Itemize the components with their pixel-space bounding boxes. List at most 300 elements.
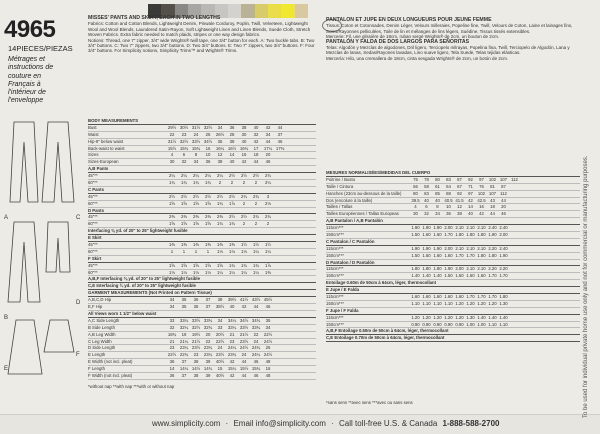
- table-cell: 32¾: [203, 324, 213, 330]
- table-row: [88, 297, 316, 304]
- table-cell: 42: [229, 372, 235, 378]
- table-cell: 1.50: [411, 252, 420, 258]
- table-cell: 1.90: [411, 225, 420, 231]
- row-label: 150cm***: [326, 273, 344, 279]
- table-cell: 17: [253, 145, 259, 151]
- table-cell: 1.60: [433, 232, 442, 238]
- table-row: [88, 208, 316, 215]
- email-link[interactable]: Email info@simplicity.com: [233, 419, 326, 428]
- table-cell: 38: [457, 211, 462, 217]
- table-row: [88, 180, 316, 187]
- table-cell: 1.40: [499, 314, 508, 320]
- table-cell: 1⅝: [205, 200, 211, 206]
- table-cell: 30: [413, 211, 418, 217]
- english-size-chart: [88, 118, 316, 380]
- table-cell: 40: [424, 197, 429, 203]
- table-cell: 87: [501, 183, 506, 189]
- table-cell: 1.00: [466, 321, 475, 327]
- table-row: [88, 325, 316, 332]
- table-cell: 24¼: [251, 352, 261, 358]
- metric-footnote: *sans sens **avec sens ***avec ou sans sens: [326, 400, 413, 405]
- table-cell: 45½: [263, 297, 273, 303]
- table-cell: 1.60: [422, 294, 431, 300]
- table-cell: 36: [446, 211, 451, 217]
- table-cell: 2⅛: [265, 200, 271, 206]
- table-cell: 22½: [263, 331, 273, 337]
- table-cell: 1.80: [455, 232, 464, 238]
- row-label: 60"**: [88, 248, 98, 254]
- table-cell: 42: [479, 211, 484, 217]
- table-cell: 1⅛: [241, 248, 247, 254]
- table-row: [88, 352, 316, 359]
- table-cell: 23½: [215, 352, 225, 358]
- table-cell: 14¼: [179, 366, 189, 372]
- table-row: [326, 322, 580, 329]
- table-cell: 102: [488, 176, 497, 182]
- table-cell: 2¼: [193, 173, 199, 179]
- table-cell: 42.5: [477, 197, 486, 203]
- table-cell: 1.80: [411, 266, 420, 272]
- table-cell: 2½: [229, 214, 235, 220]
- table-cell: 1: [194, 248, 198, 254]
- french-title: PANTALON ET JUPE EN DEUX LONGUEURS POUR JEUNE FEMME: [326, 17, 492, 23]
- table-cell: 36: [217, 138, 223, 144]
- row-label: 45"**: [88, 173, 98, 179]
- table-row: [88, 276, 316, 283]
- table-row: [88, 311, 316, 318]
- table-cell: 33¾: [203, 317, 213, 323]
- table-cell: 1¾: [217, 200, 223, 206]
- table-cell: 2.10: [466, 225, 475, 231]
- table-cell: 44: [501, 197, 506, 203]
- table-row: [326, 266, 580, 273]
- row-label: Taille / Cintura: [326, 183, 354, 189]
- table-cell: 1.50: [411, 232, 420, 238]
- table-cell: 87: [457, 176, 462, 182]
- table-cell: 2.20: [488, 266, 497, 272]
- table-cell: 2: [266, 221, 270, 227]
- table-cell: 102: [477, 190, 486, 196]
- table-cell: 1.20: [466, 300, 475, 306]
- table-cell: 2½: [229, 193, 235, 199]
- table-cell: 2¾: [253, 193, 259, 199]
- table-cell: 15¾: [179, 145, 189, 151]
- view-d-pants-drawing: [46, 222, 70, 272]
- table-cell: 31½: [191, 124, 201, 130]
- table-cell: 1.60: [444, 252, 453, 258]
- table-row: [326, 335, 580, 342]
- table-cell: 1.40: [411, 273, 420, 279]
- table-cell: 36: [205, 159, 211, 165]
- table-cell: 2.10: [477, 245, 486, 251]
- table-cell: 36: [193, 297, 199, 303]
- row-label: A,B Pants: [88, 166, 109, 172]
- table-cell: 12: [217, 152, 223, 158]
- table-cell: 3: [266, 193, 270, 199]
- table-cell: 107: [499, 176, 508, 182]
- table-cell: 15¾: [191, 145, 201, 151]
- call-label: Call toll-free U.S. & Canada: [339, 419, 438, 428]
- table-cell: 44: [490, 211, 495, 217]
- french-fabrics: Tissus: Coton et Cotonnades, Denim Léger, Velours milleraies, Popeline fine, Twill, Velours de Coton, Laine et lainages fins, Soies/Rayonnes pelliculées, Toile de lin et mélanges de lins légers, Suédine, Tissus tissés extensibles.: [326, 23, 573, 34]
- table-cell: 2½: [229, 173, 235, 179]
- table-row: [326, 308, 580, 315]
- table-cell: 1⅜: [217, 242, 223, 248]
- table-cell: 23: [193, 352, 199, 358]
- table-cell: 2: [254, 200, 258, 206]
- row-label: A,B,C,D Hip: [88, 297, 112, 303]
- row-label: 60"**: [88, 269, 98, 275]
- table-cell: 80: [413, 190, 418, 196]
- table-cell: 1⅝: [169, 200, 175, 206]
- table-row: [88, 373, 316, 380]
- table-cell: 1.50: [444, 273, 453, 279]
- table-cell: 6: [182, 152, 186, 158]
- table-cell: 1.70: [466, 294, 475, 300]
- table-cell: 36: [229, 124, 235, 130]
- table-cell: 46: [265, 159, 271, 165]
- table-cell: 2¼: [265, 180, 271, 186]
- table-cell: 1⅛: [181, 269, 187, 275]
- table-cell: 2: [242, 180, 246, 186]
- table-cell: 112: [500, 190, 507, 196]
- table-cell: 46: [277, 138, 283, 144]
- phone-number[interactable]: 1-888-588-2700: [442, 419, 500, 428]
- english-footnote: *without nap **with nap ***with or without nap: [88, 384, 175, 389]
- table-cell: 25: [265, 345, 271, 351]
- table-cell: 1.10: [444, 300, 453, 306]
- table-row: [88, 159, 316, 166]
- table-cell: 21: [229, 331, 235, 337]
- spanish-title: PANTALÓN Y FALDA DE DOS LARGOS PARA SEÑORITAS: [326, 38, 470, 45]
- table-row: [326, 211, 580, 218]
- row-label: C Leg Width: [88, 338, 112, 344]
- table-cell: 1.80: [499, 294, 508, 300]
- view-label-d: D: [76, 300, 81, 306]
- table-cell: 18: [253, 152, 259, 158]
- row-label: GARMENT MEASUREMENTS (Not Printed on Pattern Tissue): [88, 290, 212, 296]
- table-cell: 1¾: [205, 180, 211, 186]
- table-row: [88, 118, 316, 125]
- table-row: [88, 283, 316, 290]
- table-row: [88, 221, 316, 228]
- table-cell: 24: [193, 131, 199, 137]
- row-label: 45"**: [88, 214, 98, 220]
- table-cell: 4: [170, 152, 174, 158]
- table-cell: 16: [205, 145, 211, 151]
- row-label: 150cm***: [326, 252, 344, 258]
- table-cell: 1.90: [433, 225, 442, 231]
- table-cell: 1.10: [422, 300, 431, 306]
- table-cell: 64: [446, 183, 451, 189]
- row-label: D Pantalon / D Pantalón: [326, 259, 375, 265]
- table-cell: 2¾: [253, 214, 259, 220]
- table-cell: 2.40: [488, 225, 497, 231]
- table-cell: 1.10: [411, 300, 420, 306]
- table-cell: 1.70: [477, 294, 486, 300]
- table-cell: 8: [194, 152, 198, 158]
- table-cell: 2¼: [169, 173, 175, 179]
- table-cell: 2⅜: [169, 214, 175, 220]
- table-cell: 38: [217, 297, 223, 303]
- table-row: [326, 218, 580, 225]
- table-row: [88, 242, 316, 249]
- table-row: [88, 146, 316, 153]
- spanish-fabrics: Telas: Algodón y Mezclas de algodones, Dril ligero, Terciopelo milrayas, Popelina fina, Twill, Terciopelo de Algodón, Lana y Mezclas de lanas, Sedas/Rayones lavadas, Lino suave ligero, Tela Suede, Telas tejidas elásticas.: [326, 45, 570, 56]
- table-cell: 1.70: [455, 252, 464, 258]
- table-cell: 16: [265, 366, 271, 372]
- table-cell: 40½: [215, 359, 225, 365]
- table-cell: 1⅛: [193, 269, 199, 275]
- table-cell: 1⅜: [193, 242, 199, 248]
- table-cell: 1: [170, 248, 174, 254]
- table-cell: 2.10: [477, 225, 486, 231]
- table-cell: 1.20: [411, 314, 420, 320]
- table-cell: 1.80: [433, 266, 442, 272]
- row-label: A,B,F Entoilage 0.50m de 50cm à 64cm, léger, thermocollant: [326, 328, 449, 334]
- spanish-notions: Mercería: Hilo, una cremallera de 18cm, cinta sesgada Wrights® de 2cm, un botón de 2cm.: [326, 55, 509, 61]
- table-row: [326, 204, 580, 211]
- table-cell: 1¼: [229, 269, 235, 275]
- table-cell: 1⅝: [193, 262, 199, 268]
- table-cell: 1⅛: [217, 248, 223, 254]
- table-cell: 21½: [191, 338, 201, 344]
- row-label: 45"**: [88, 262, 98, 268]
- table-cell: 23¾: [203, 345, 213, 351]
- row-label: E Jupe / E Falda: [326, 287, 359, 293]
- table-cell: 1.80: [466, 232, 475, 238]
- table-cell: 97: [468, 190, 473, 196]
- table-cell: 32: [169, 324, 175, 330]
- row-label: BODY MEASUREMENTS: [88, 118, 139, 123]
- table-cell: 19½: [191, 331, 201, 337]
- table-cell: 38½: [215, 304, 225, 310]
- table-cell: 1⅝: [181, 262, 187, 268]
- table-cell: 21½: [239, 331, 249, 337]
- table-row: [326, 273, 580, 280]
- table-cell: 44: [253, 159, 259, 165]
- table-row: [88, 345, 316, 352]
- table-cell: 14¾: [203, 366, 213, 372]
- table-cell: 34: [435, 211, 440, 217]
- table-cell: 22: [253, 331, 259, 337]
- table-cell: 44: [253, 304, 259, 310]
- table-cell: 24¾: [251, 345, 261, 351]
- table-cell: 32½: [203, 124, 213, 130]
- table-cell: 1.60: [433, 294, 442, 300]
- table-cell: 0.90: [422, 321, 431, 327]
- table-cell: 40½: [215, 372, 225, 378]
- table-cell: 48: [265, 359, 271, 365]
- row-label: Hanches (23cm au-dessous de la taille): [326, 190, 402, 196]
- row-label: A,B Leg Width: [88, 331, 116, 337]
- row-label: E Width (not incl. pleat): [88, 359, 133, 365]
- row-label: Hip-9" below waist: [88, 138, 124, 144]
- website-link[interactable]: www.simplicity.com: [152, 419, 221, 428]
- table-cell: 2⅜: [217, 214, 223, 220]
- table-cell: 1½: [241, 242, 247, 248]
- table-cell: 35: [181, 304, 187, 310]
- table-cell: 2½: [253, 173, 259, 179]
- table-cell: 38: [193, 359, 199, 365]
- table-cell: 1⅝: [193, 200, 199, 206]
- table-cell: 24½: [239, 345, 249, 351]
- table-cell: 78: [424, 176, 429, 182]
- table-cell: 1.70: [488, 273, 497, 279]
- table-cell: 1⅛: [205, 269, 211, 275]
- table-cell: 38: [229, 138, 235, 144]
- table-cell: 56: [413, 183, 418, 189]
- table-cell: 1: [182, 248, 186, 254]
- table-cell: 1.90: [411, 245, 420, 251]
- view-label-c: C: [76, 215, 81, 221]
- table-cell: 1.80: [422, 266, 431, 272]
- table-row: [88, 263, 316, 270]
- table-cell: 14½: [191, 366, 201, 372]
- table-cell: 26½: [215, 131, 225, 137]
- table-row: [326, 301, 580, 308]
- table-cell: 1¼: [253, 269, 259, 275]
- table-cell: 2.00: [455, 266, 464, 272]
- view-label-e: E: [4, 366, 9, 372]
- table-cell: 22¾: [179, 352, 189, 358]
- table-cell: 1.50: [455, 273, 464, 279]
- table-cell: 2⅜: [205, 214, 211, 220]
- table-cell: 22: [205, 338, 211, 344]
- table-row: [326, 191, 580, 198]
- table-cell: 42: [229, 359, 235, 365]
- row-label: A,B,F Interfacing ⅜ yd. of 20" to 25" lightweight fusible: [88, 276, 200, 282]
- table-cell: 83: [424, 190, 429, 196]
- table-cell: 44: [277, 124, 283, 130]
- table-cell: 37: [277, 131, 283, 137]
- table-cell: 1.60: [444, 294, 453, 300]
- table-cell: 32: [424, 211, 429, 217]
- table-cell: 1.10: [499, 321, 508, 327]
- table-cell: 34: [265, 131, 271, 137]
- row-label: C,E Interfacing ¾ yd. of 20" to 25" lightweight fusible: [88, 283, 196, 289]
- table-row: [88, 339, 316, 346]
- table-row: [88, 132, 316, 139]
- row-label: 150cm***: [326, 321, 344, 327]
- usage-notice: To be used for individual private home use only and not for commercial or manufacturing purposes.: [583, 155, 589, 418]
- row-label: Back-waist to waist: [88, 145, 125, 151]
- table-cell: 2: [242, 200, 246, 206]
- table-cell: 37: [205, 297, 211, 303]
- table-cell: 1.20: [444, 314, 453, 320]
- table-cell: 71: [468, 183, 473, 189]
- table-row: [88, 290, 316, 297]
- table-cell: 30: [169, 159, 175, 165]
- table-cell: 1¾: [181, 180, 187, 186]
- table-cell: 2½: [241, 173, 247, 179]
- table-row: [88, 187, 316, 194]
- table-cell: 19: [181, 331, 187, 337]
- table-cell: 1.40: [477, 314, 486, 320]
- table-cell: 23½: [191, 345, 201, 351]
- table-cell: 6: [425, 204, 428, 210]
- table-cell: 40: [253, 124, 259, 130]
- table-cell: 2½: [181, 193, 187, 199]
- table-cell: 97: [479, 176, 484, 182]
- table-cell: 1.90: [433, 245, 442, 251]
- table-row: [326, 232, 580, 239]
- table-cell: 16: [479, 204, 484, 210]
- table-cell: 42: [241, 159, 247, 165]
- row-label: A,B Pantalon / A,B Pantalón: [326, 218, 383, 224]
- table-cell: 39: [205, 372, 211, 378]
- table-cell: 24½: [263, 352, 273, 358]
- table-cell: 1.10: [433, 300, 442, 306]
- table-row: [88, 235, 316, 242]
- table-cell: 33: [169, 317, 175, 323]
- row-label: Sizes: [88, 152, 99, 158]
- table-cell: 1⅜: [205, 242, 211, 248]
- view-label-b: B: [4, 315, 9, 321]
- table-cell: 34: [217, 124, 223, 130]
- table-row: [326, 198, 580, 205]
- table-cell: 36: [193, 304, 199, 310]
- table-cell: 1¾: [193, 180, 199, 186]
- table-cell: 31½: [167, 138, 177, 144]
- table-cell: 24: [217, 345, 223, 351]
- table-cell: 33½: [191, 138, 201, 144]
- table-cell: 0.90: [411, 321, 420, 327]
- table-cell: 41½: [239, 297, 249, 303]
- row-label: C Pants: [88, 186, 104, 192]
- row-label: E Skirt: [88, 235, 102, 241]
- table-cell: 1⅝: [181, 221, 187, 227]
- table-cell: 1⅛: [229, 248, 235, 254]
- table-cell: 20: [501, 204, 506, 210]
- table-cell: 20½: [215, 331, 225, 337]
- table-cell: 15½: [239, 366, 249, 372]
- table-cell: 42: [468, 197, 473, 203]
- table-cell: 1.40: [433, 273, 442, 279]
- table-cell: 32: [181, 159, 187, 165]
- table-cell: 1.80: [477, 232, 486, 238]
- table-cell: 1½: [253, 242, 259, 248]
- table-cell: 33¼: [227, 324, 237, 330]
- table-cell: 10: [446, 204, 451, 210]
- table-cell: 14: [468, 204, 473, 210]
- table-cell: 83: [446, 176, 451, 182]
- table-cell: 2¼: [205, 173, 211, 179]
- table-cell: 1¾: [241, 262, 247, 268]
- table-row: [326, 287, 580, 294]
- table-cell: 1⅝: [181, 200, 187, 206]
- table-row: [88, 139, 316, 146]
- table-cell: 2.10: [455, 225, 464, 231]
- table-cell: 1.90: [422, 245, 431, 251]
- table-cell: 44: [241, 372, 247, 378]
- table-cell: 92: [468, 176, 473, 182]
- table-cell: 22: [169, 131, 175, 137]
- table-cell: 34½: [203, 138, 213, 144]
- table-cell: 1.30: [466, 314, 475, 320]
- row-label: F Skirt: [88, 255, 102, 261]
- table-cell: 1.20: [477, 300, 486, 306]
- table-cell: 1.20: [433, 314, 442, 320]
- table-cell: 14: [169, 366, 175, 372]
- row-label: C Pantalon / C Pantalón: [326, 238, 375, 244]
- table-cell: 2½: [217, 193, 223, 199]
- table-cell: 1.60: [411, 294, 420, 300]
- french-spanish-description: [326, 18, 580, 61]
- table-cell: 16: [241, 152, 247, 158]
- table-cell: 1⅜: [181, 242, 187, 248]
- table-cell: 23¼: [179, 345, 189, 351]
